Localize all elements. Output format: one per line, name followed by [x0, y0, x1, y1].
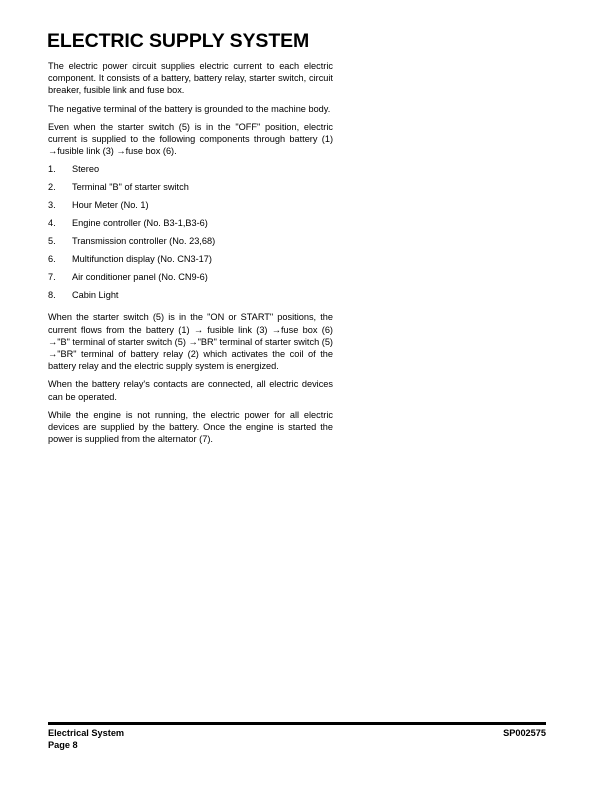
list-item-number: 7.: [48, 272, 56, 283]
ground-paragraph: The negative terminal of the battery is grounded to the machine body.: [48, 103, 331, 114]
list-item-number: 3.: [48, 200, 56, 211]
list-item: [48, 253, 333, 271]
list-item-number: 5.: [48, 236, 56, 247]
page-footer: [48, 728, 546, 751]
list-item: [48, 235, 333, 253]
list-item-number: 1.: [48, 164, 56, 175]
relay-contacts-paragraph: When the battery relay's contacts are connected, all electric devices can be operated.: [48, 379, 333, 402]
footer-page-number: Page 8: [48, 739, 78, 750]
list-item-number: 8.: [48, 290, 56, 301]
list-item-text: Stereo: [72, 164, 100, 175]
list-item: [48, 181, 333, 199]
list-item: [48, 271, 333, 289]
component-list: [48, 163, 333, 307]
list-item-number: 4.: [48, 218, 56, 229]
body-content: [48, 60, 333, 451]
list-item: [48, 199, 333, 217]
off-position-paragraph: Even when the starter switch (5) is in the "OFF" position, electric current is supplied to the following components through battery (1) →fusible link (3) →fuse box (6).: [48, 121, 333, 157]
page-title: ELECTRIC SUPPLY SYSTEM: [47, 30, 310, 52]
on-start-paragraph: When the starter switch (5) is in the "ON or START" positions, the current flows from the battery (1) → fusible link (3) →fuse box (6) →"B" terminal of starter switch (5) →"BR" terminal of starter switch (5) →"BR" terminal of battery relay (2) which activates the coil of the battery relay and the electric supply system is energized.: [48, 312, 333, 372]
list-item-text: Cabin Light: [72, 290, 119, 301]
list-item-number: 6.: [48, 254, 56, 265]
list-item-text: Air conditioner panel (No. CN9-6): [72, 272, 208, 283]
list-item: [48, 163, 333, 181]
footer-rule: [48, 722, 546, 725]
list-item: [48, 217, 333, 235]
list-item: [48, 289, 333, 307]
list-item-number: 2.: [48, 182, 56, 193]
intro-paragraph: The electric power circuit supplies electric current to each electric component. It consists of a battery, battery relay, starter switch, circuit breaker, fusible link and fuse box.: [48, 61, 333, 96]
footer-section-title: Electrical System: [48, 728, 125, 738]
alternator-paragraph: While the engine is not running, the electric power for all electric devices are supplied by the battery. Once the engine is started the power is supplied from the alternator (7).: [48, 409, 333, 445]
list-item-text: Hour Meter (No. 1): [72, 200, 149, 211]
list-item-text: Engine controller (No. B3-1,B3-6): [72, 218, 208, 229]
footer-doc-id: SP002575: [503, 728, 546, 738]
list-item-text: Terminal "B" of starter switch: [72, 182, 189, 193]
list-item-text: Transmission controller (No. 23,68): [72, 236, 216, 247]
list-item-text: Multifunction display (No. CN3-17): [72, 254, 212, 265]
footer-left: [48, 728, 124, 751]
